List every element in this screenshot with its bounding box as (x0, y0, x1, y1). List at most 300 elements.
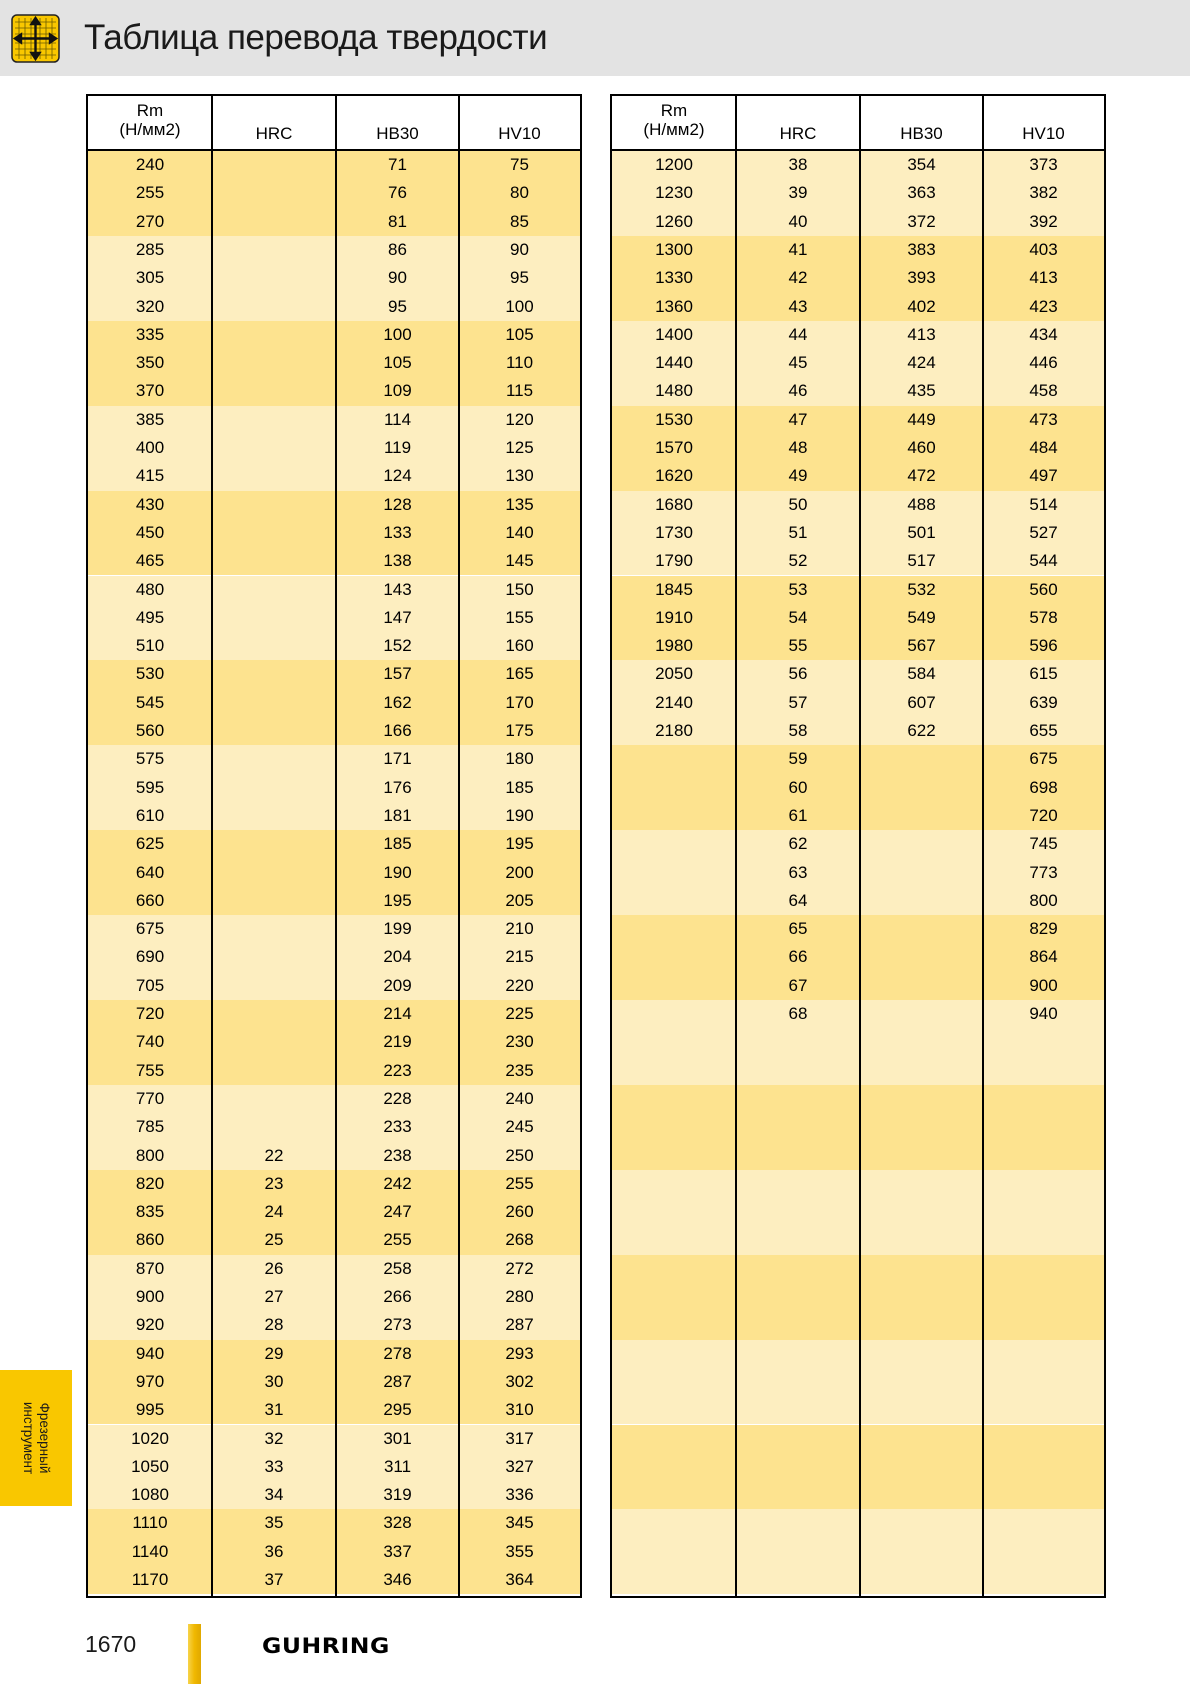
table-cell: 22 (264, 1145, 284, 1165)
table-cell: 278 (383, 1343, 412, 1363)
table-cell: 215 (505, 947, 534, 967)
table-cell: 355 (505, 1541, 534, 1561)
table-row (88, 943, 580, 971)
table-cell: 1730 (655, 522, 693, 542)
table-cell: 52 (788, 551, 808, 571)
table-cell (212, 859, 336, 887)
table-cell: 185 (383, 834, 412, 854)
table-cell (212, 1113, 336, 1141)
table-row (88, 1170, 580, 1198)
table-cell (212, 179, 336, 207)
table-cell: 413 (907, 324, 936, 344)
row-band (612, 1170, 1104, 1255)
table-cell: 238 (383, 1145, 412, 1165)
table-cell: 255 (135, 183, 165, 203)
table-row (88, 1085, 580, 1113)
table-cell: 545 (135, 692, 165, 712)
table-cell: 655 (1029, 721, 1058, 740)
table-cell: 705 (135, 975, 165, 995)
table-cell: 65 (788, 919, 808, 939)
table-cell: 219 (383, 1032, 412, 1052)
table-cell: 220 (505, 975, 534, 995)
table-cell: 130 (505, 466, 534, 486)
table-cell: 293 (505, 1343, 534, 1363)
table-cell: 495 (135, 607, 165, 627)
column-header-line2: (Н/мм2) (119, 120, 181, 139)
table-cell: 45 (788, 353, 808, 373)
table-cell: 27 (264, 1287, 284, 1306)
table-cell: 800 (135, 1145, 165, 1165)
table-cell: 517 (907, 551, 936, 571)
table-row (88, 1000, 580, 1028)
table-cell: 205 (505, 890, 534, 910)
column-header-line2: HB30 (376, 124, 419, 143)
table-cell: 165 (505, 664, 534, 684)
table-cell (212, 377, 336, 405)
table-cell: 25 (264, 1230, 284, 1250)
table-cell: 51 (788, 522, 808, 542)
table-cell: 30 (264, 1371, 284, 1391)
column-header (459, 96, 580, 149)
table-cell: 311 (383, 1456, 412, 1476)
table-cell: 41 (788, 239, 808, 259)
table-row (88, 1425, 580, 1453)
table-cell: 393 (907, 268, 936, 288)
table-cell: 171 (383, 749, 412, 769)
row-band (612, 1085, 1104, 1170)
column-header (88, 96, 212, 149)
table-cell: 273 (383, 1315, 412, 1335)
table-cell: 233 (383, 1117, 412, 1137)
table-cell: 1570 (655, 438, 693, 457)
table-row (612, 519, 1104, 547)
table-cell: 110 (505, 353, 534, 373)
table-cell (860, 943, 983, 971)
table-cell: 328 (383, 1513, 412, 1533)
table-row (88, 1226, 580, 1254)
table-cell (612, 830, 736, 858)
table-cell: 1300 (655, 239, 693, 259)
table-cell: 423 (1029, 296, 1058, 316)
table-cell: 124 (383, 466, 412, 486)
table-cell: 1330 (655, 268, 693, 288)
table-cell: 497 (1029, 466, 1058, 486)
table-cell: 310 (505, 1400, 534, 1420)
table-cell (612, 745, 736, 773)
page-number: 1670 (85, 1631, 137, 1657)
table-cell: 864 (1029, 947, 1058, 967)
table-cell: 240 (135, 155, 165, 174)
table-cell: 24 (264, 1202, 284, 1222)
table-cell: 55 (788, 636, 808, 656)
table-cell: 488 (907, 494, 936, 514)
table-cell: 320 (135, 296, 165, 316)
table-cell: 1400 (655, 324, 693, 344)
table-cell: 335 (135, 324, 165, 344)
grid-crosshair-icon (11, 14, 60, 63)
table-row (88, 519, 580, 547)
table-cell: 610 (135, 805, 165, 825)
table-cell: 86 (388, 239, 407, 259)
table-cell: 527 (1029, 522, 1058, 542)
table-row (612, 915, 1104, 943)
table-row (612, 434, 1104, 462)
table-cell: 63 (788, 862, 808, 882)
table-cell: 385 (135, 409, 165, 429)
table-cell: 34 (264, 1485, 284, 1505)
table-row (612, 462, 1104, 490)
table-cell: 1360 (655, 296, 693, 316)
table-cell: 870 (135, 1258, 165, 1278)
table-row (612, 547, 1104, 575)
table-cell (212, 236, 336, 264)
table-cell: 350 (135, 353, 165, 373)
table-cell: 305 (135, 268, 165, 288)
table-cell: 382 (1029, 183, 1058, 203)
page-header (0, 0, 1190, 76)
table-cell: 578 (1029, 607, 1058, 627)
table-cell: 245 (505, 1117, 534, 1137)
table-row (88, 774, 580, 802)
table-cell: 140 (505, 522, 534, 542)
table-cell: 530 (135, 664, 165, 684)
table-cell: 295 (383, 1400, 412, 1420)
table-row (88, 1538, 580, 1566)
table-cell (612, 972, 736, 1000)
table-row (88, 859, 580, 887)
table-cell: 675 (135, 919, 165, 939)
table-row (88, 1368, 580, 1396)
table-row (612, 576, 1104, 604)
side-tab-line2: инструмент (21, 1401, 36, 1475)
table-cell (612, 943, 736, 971)
table-cell: 740 (135, 1032, 165, 1052)
table-cell: 46 (788, 381, 808, 401)
table-cell: 622 (907, 721, 936, 740)
column-header (612, 96, 736, 149)
table-cell: 56 (788, 664, 808, 684)
table-cell (212, 972, 336, 1000)
table-row (88, 434, 580, 462)
table-cell: 100 (383, 324, 412, 344)
table-cell: 242 (383, 1173, 412, 1193)
table-cell: 235 (505, 1060, 534, 1080)
table-row (88, 1509, 580, 1537)
table-cell: 1980 (655, 636, 693, 656)
table-cell: 58 (788, 721, 808, 740)
table-row (88, 717, 580, 745)
table-cell: 1440 (655, 353, 693, 373)
table-row (88, 491, 580, 519)
table-row (88, 915, 580, 943)
table-cell (860, 887, 983, 915)
table-cell: 640 (135, 862, 165, 882)
table-cell: 720 (1029, 805, 1058, 825)
table-cell (860, 972, 983, 1000)
table-cell: 115 (505, 381, 534, 401)
table-cell (212, 406, 336, 434)
table-cell: 223 (383, 1060, 412, 1080)
table-cell (212, 519, 336, 547)
table-cell: 53 (788, 579, 808, 599)
column-divider (335, 96, 337, 1596)
table-cell: 1480 (655, 381, 693, 401)
table-cell: 465 (135, 551, 165, 571)
table-row (88, 830, 580, 858)
table-cell: 1140 (131, 1541, 169, 1561)
table-cell (612, 887, 736, 915)
table-cell (212, 434, 336, 462)
table-cell: 247 (383, 1202, 412, 1222)
column-header (736, 96, 860, 149)
table-cell: 209 (383, 975, 412, 995)
table-cell: 698 (1029, 777, 1058, 797)
table-row (88, 1283, 580, 1311)
table-cell: 120 (505, 409, 534, 429)
table-row (612, 264, 1104, 292)
table-cell: 336 (505, 1485, 534, 1505)
table-cell: 1050 (131, 1456, 169, 1476)
table-cell: 615 (1029, 664, 1058, 684)
side-tab-line1: Фрезерный (37, 1402, 52, 1474)
table-cell: 200 (505, 862, 534, 882)
table-cell: 185 (505, 777, 534, 797)
table-row (88, 1255, 580, 1283)
table-cell (212, 802, 336, 830)
table-row (88, 1198, 580, 1226)
table-cell: 152 (383, 636, 412, 656)
table-cell: 560 (1029, 579, 1058, 599)
table-cell: 114 (383, 409, 412, 429)
table-cell (212, 1000, 336, 1028)
table-cell: 660 (135, 890, 165, 910)
table-row (612, 717, 1104, 745)
table-cell: 302 (505, 1371, 534, 1391)
table-cell: 109 (383, 381, 412, 401)
table-cell: 199 (383, 919, 412, 939)
table-cell: 2180 (655, 721, 693, 740)
table-cell: 785 (135, 1117, 165, 1137)
table-cell (212, 915, 336, 943)
table-row (612, 830, 1104, 858)
table-cell (212, 349, 336, 377)
table-row (88, 1311, 580, 1339)
table-cell: 49 (788, 466, 808, 486)
table-cell: 135 (505, 494, 534, 514)
table-cell: 1845 (655, 579, 693, 599)
table-cell: 327 (505, 1456, 534, 1476)
column-divider (211, 96, 213, 1596)
table-cell: 392 (1029, 211, 1058, 231)
table-cell: 28 (264, 1315, 284, 1335)
hardness-table-right (610, 94, 1106, 1598)
table-cell: 940 (135, 1343, 165, 1363)
table-row (612, 321, 1104, 349)
table-cell: 67 (788, 975, 808, 995)
table-row (88, 1481, 580, 1509)
table-cell: 287 (505, 1315, 534, 1335)
table-cell (612, 1000, 736, 1028)
table-cell: 363 (907, 183, 936, 203)
table-cell: 435 (907, 381, 936, 401)
table-cell: 544 (1029, 551, 1058, 571)
column-header (212, 96, 336, 149)
table-row (88, 1566, 580, 1594)
table-row (88, 293, 580, 321)
table-row (88, 1453, 580, 1481)
table-cell: 458 (1029, 381, 1058, 401)
table-header (612, 96, 1104, 151)
table-cell: 1620 (655, 466, 693, 486)
table-cell: 345 (505, 1513, 534, 1533)
table-cell: 71 (388, 155, 407, 174)
table-row (88, 1340, 580, 1368)
table-cell (212, 943, 336, 971)
table-cell: 595 (135, 777, 165, 797)
table-cell (860, 802, 983, 830)
table-row (88, 349, 580, 377)
column-header-line1: Rm (136, 101, 164, 120)
table-cell: 460 (907, 438, 936, 457)
side-tab-label (20, 1370, 52, 1506)
table-cell (212, 462, 336, 490)
table-cell: 176 (383, 777, 412, 797)
table-cell: 95 (510, 268, 529, 288)
table-cell: 160 (505, 636, 534, 656)
table-row (612, 859, 1104, 887)
table-cell: 1080 (131, 1485, 169, 1505)
table-cell: 64 (788, 890, 808, 910)
table-row (88, 179, 580, 207)
table-cell: 1790 (655, 551, 693, 571)
table-cell (612, 802, 736, 830)
table-cell: 47 (788, 409, 808, 429)
table-cell (212, 717, 336, 745)
table-cell: 400 (135, 438, 165, 457)
table-cell: 255 (505, 1173, 534, 1193)
table-cell: 773 (1029, 862, 1058, 882)
table-row (612, 236, 1104, 264)
table-cell: 270 (135, 211, 165, 231)
table-cell: 225 (505, 1004, 534, 1023)
table-cell: 170 (505, 692, 534, 712)
table-cell: 90 (510, 239, 529, 259)
table-row (612, 802, 1104, 830)
table-cell: 413 (1029, 268, 1058, 288)
table-cell: 346 (383, 1570, 412, 1589)
table-row (88, 689, 580, 717)
page-title: Таблица перевода твердости (84, 18, 548, 57)
table-cell (212, 208, 336, 236)
table-cell: 75 (510, 155, 529, 174)
table-cell: 446 (1029, 353, 1058, 373)
table-cell: 105 (383, 353, 412, 373)
table-cell (212, 604, 336, 632)
table-cell: 473 (1029, 409, 1058, 429)
table-cell: 250 (505, 1145, 534, 1165)
table-row (612, 208, 1104, 236)
table-cell (860, 745, 983, 773)
table-cell: 480 (135, 579, 165, 599)
table-cell: 37 (264, 1570, 284, 1589)
table-row (612, 377, 1104, 405)
table-row (88, 660, 580, 688)
table-row (88, 377, 580, 405)
table-cell: 125 (505, 438, 534, 457)
table-cell (212, 264, 336, 292)
row-band (612, 1340, 1104, 1425)
table-cell (212, 1057, 336, 1085)
table-cell (212, 689, 336, 717)
table-row (88, 576, 580, 604)
table-cell: 607 (907, 692, 936, 712)
table-cell: 190 (383, 862, 412, 882)
section-side-tab (0, 1370, 72, 1506)
table-cell: 162 (383, 692, 412, 712)
table-cell: 240 (505, 1088, 534, 1108)
table-cell: 268 (505, 1230, 534, 1250)
table-row (88, 151, 580, 179)
column-divider (458, 96, 460, 1596)
table-cell: 472 (907, 466, 936, 486)
hardness-table-left (86, 94, 582, 1598)
table-cell (860, 859, 983, 887)
table-cell: 48 (788, 438, 808, 457)
table-cell: 54 (788, 607, 808, 627)
table-cell: 364 (505, 1570, 534, 1589)
table-cell: 166 (383, 721, 412, 740)
table-cell: 195 (383, 890, 412, 910)
table-cell: 143 (383, 579, 412, 599)
table-cell (212, 293, 336, 321)
column-header (860, 96, 983, 149)
table-cell: 1110 (132, 1513, 168, 1533)
table-cell: 266 (383, 1287, 412, 1306)
table-cell: 155 (505, 607, 534, 627)
table-cell: 119 (383, 438, 412, 457)
table-row (88, 264, 580, 292)
table-cell: 272 (505, 1258, 534, 1278)
table-row (612, 972, 1104, 1000)
table-cell: 501 (907, 522, 936, 542)
table-cell (212, 547, 336, 575)
column-header (983, 96, 1104, 149)
table-row (88, 547, 580, 575)
table-cell: 920 (135, 1315, 165, 1335)
table-cell: 383 (907, 239, 936, 259)
table-cell: 85 (510, 211, 529, 231)
table-row (88, 1057, 580, 1085)
table-row (88, 887, 580, 915)
table-cell: 157 (383, 664, 412, 684)
table-cell (212, 491, 336, 519)
table-cell (212, 1085, 336, 1113)
table-row (612, 604, 1104, 632)
column-divider (982, 96, 984, 1596)
table-cell: 181 (383, 805, 412, 825)
table-cell: 180 (505, 749, 534, 769)
table-cell: 2050 (655, 664, 693, 684)
table-cell (612, 859, 736, 887)
table-cell: 567 (907, 636, 936, 656)
table-row (88, 1028, 580, 1056)
table-cell: 1230 (655, 183, 693, 203)
table-row (88, 1396, 580, 1424)
table-row (88, 604, 580, 632)
table-cell: 510 (135, 636, 165, 656)
table-cell (212, 745, 336, 773)
table-cell: 23 (264, 1173, 284, 1193)
